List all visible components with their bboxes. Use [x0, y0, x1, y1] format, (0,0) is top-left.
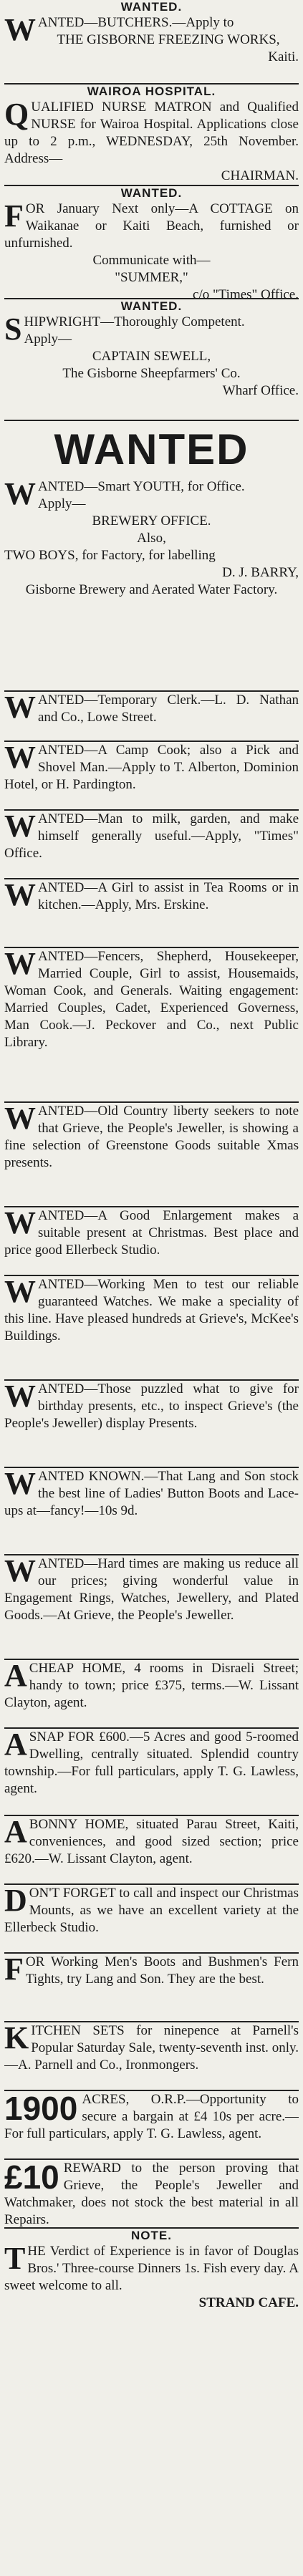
ad-camp-cook: WANTED—A Camp Cook; also a Pick and Shovel Man.—Apply to T. Alberton, Dominion Hotel, or H. Pardington. — [4, 742, 299, 811]
ad-1900-acres: 1900 ACRES, O.R.P.—Opportunity to secure a bargain at £4 10s per acre.—For full particulars, apply T. G. Lawless, agent. — [4, 2091, 299, 2160]
ad-body: WANTED—BUTCHERS.—Apply to — [4, 12, 234, 47]
ad-line: CAPTAIN SEWELL, — [92, 349, 211, 364]
ad-line: Apply— — [24, 332, 72, 347]
ad-line: Wharf Office. — [222, 383, 299, 398]
ad-body: QUALIFIED NURSE MATRON and Qualified NURSE for Wairoa Hospital. Applications close up to 2 p.m., WEDNESDAY, 25th November. Address— — [4, 97, 299, 166]
ad-tea-rooms: WANTED—A Girl to assist in Tea Rooms or in kitchen.—Apply, Mrs. Erskine. — [4, 879, 299, 948]
ad-bonny-home: A BONNY HOME, situated Parau Street, Kaiti, conveniences, and good sized section; price £620.—W. Lissant Clayton, agent. — [4, 1816, 299, 1885]
ad-heading: WANTED. — [120, 0, 183, 14]
ad-working-mens-boots: FOR Working Men's Boots and Bushmen's Fern Tights, try Lang and Son. They are the best. — [4, 1954, 299, 2022]
ad-cheap-home: A CHEAP HOME, 4 rooms in Disraeli Street; handy to town; price £375, terms.—W. Lissant Clayton, agent. — [4, 1660, 299, 1729]
ad-strand-cafe — [4, 2229, 299, 2323]
ad-butchers — [4, 0, 299, 85]
ad-line: TWO BOYS, for Factory, for labelling — [4, 548, 216, 563]
ad-line: Communicate with— — [92, 253, 211, 268]
ad-birthday-presents: WANTED—Those puzzled what to give for birthday presents, etc., to inspect Grieve's (the People's Jeweller) display Presents. — [4, 1381, 299, 1468]
ad-reward: £10 REWARD to the person proving that Grieve, the People's Jeweller and Watchmaker, does not stock the best material in all Repairs. — [4, 2160, 299, 2227]
ad-line: D. J. BARRY, — [222, 565, 299, 580]
ad-line: "SUMMER," — [115, 270, 188, 285]
ad-body: SHIPWRIGHT—Thoroughly Competent. — [4, 312, 245, 347]
ad-lang-boots: WANTED KNOWN.—That Lang and Son stock the best line of Ladies' Button Boots and Lace-ups at—fancy!—10s 9d. — [4, 1468, 299, 1555]
ad-line: Apply— — [38, 496, 86, 511]
ad-greenstone: WANTED—Old Country liberty seekers to note that Grieve, the People's Jeweller, is showing a fine selection of Greenstone Goods suitable Xmas presents. — [4, 1103, 299, 1207]
ad-line: BREWERY OFFICE. — [92, 513, 211, 529]
ad-line: Also, — [137, 531, 166, 546]
ad-signature: CHAIRMAN. — [221, 168, 299, 183]
ad-heading: WAIROA HOSPITAL. — [87, 85, 216, 98]
ad-body: FOR January Next only—A COTTAGE on Waikanae or Kaiti Beach, furnished or unfurnished. — [4, 198, 299, 251]
ad-advertiser: THE GISBORNE FREEZING WORKS, — [57, 32, 280, 47]
ad-location: Kaiti. — [268, 49, 299, 64]
ad-shipwright — [4, 299, 299, 421]
ad-heading: NOTE. — [131, 2229, 172, 2242]
ad-clerk: WANTED—Temporary Clerk.—L. D. Nathan and Co., Lowe Street. — [4, 692, 299, 742]
ad-brewery — [4, 421, 299, 692]
ad-milk-garden: WANTED—Man to milk, garden, and make himself generally useful.—Apply, "Times" Office. — [4, 811, 299, 879]
ad-line: Gisborne Brewery and Aerated Water Factory. — [25, 582, 278, 597]
ad-signature: STRAND CAFE. — [198, 2295, 299, 2310]
ad-hospital — [4, 85, 299, 186]
ad-enlargement: WANTED—A Good Enlargement makes a suitable present at Christmas. Best place and price good Ellerbeck Studio. — [4, 1207, 299, 1276]
ad-body: WANTED—Smart YOUTH, for Office. — [4, 476, 245, 511]
ad-line: c/o "Times" Office. — [193, 287, 299, 299]
ad-watches: WANTED—Working Men to test our reliable guaranteed Watches. We make a speciality of this line. Have pleased hundreds at Grieve's, McKee's Buildings. — [4, 1276, 299, 1381]
ad-peckover: WANTED—Fencers, Shepherd, Housekeeper, Married Couple, Girl to assist, Housemaids, Woman Cook, and Generals. Waiting engagement: Married Couples, Cadet, Experienced Governess, Man Cook.—J. Peckover and Co., next Public Library. — [4, 948, 299, 1103]
ad-body: THE Verdict of Experience is in favor of Douglas Bros.' Three-course Dinners 1s. Fish every day. A sweet welcome to all. — [4, 2241, 299, 2293]
ad-hard-times: WANTED—Hard times are making us reduce all our prices; giving wonderful value in Engagement Rings, Watches, Jewellery, and Plated Goods.—At Grieve, the People's Jeweller. — [4, 1555, 299, 1660]
ad-kitchen-sets: KITCHEN SETS for ninepence at Parnell's Popular Saturday Sale, twenty-seventh inst. only.—A. Parnell and Co., Ironmongers. — [4, 2022, 299, 2091]
ad-line: The Gisborne Sheepfarmers' Co. — [62, 366, 241, 381]
ad-snap-600: A SNAP FOR £600.—5 Acres and good 5-roomed Dwelling, centrally situated. Splendid country township.—For full particulars, apply T. G. Lawless, agent. — [4, 1729, 299, 1816]
ad-christmas-mounts: DON'T FORGET to call and inspect our Christmas Mounts, as we have an excellent variety at the Ellerbeck Studio. — [4, 1885, 299, 1954]
ad-cottage — [4, 186, 299, 299]
ad-heading: WANTED. — [120, 299, 183, 313]
ad-big-heading: WANTED — [54, 425, 249, 473]
ad-heading: WANTED. — [120, 186, 183, 200]
